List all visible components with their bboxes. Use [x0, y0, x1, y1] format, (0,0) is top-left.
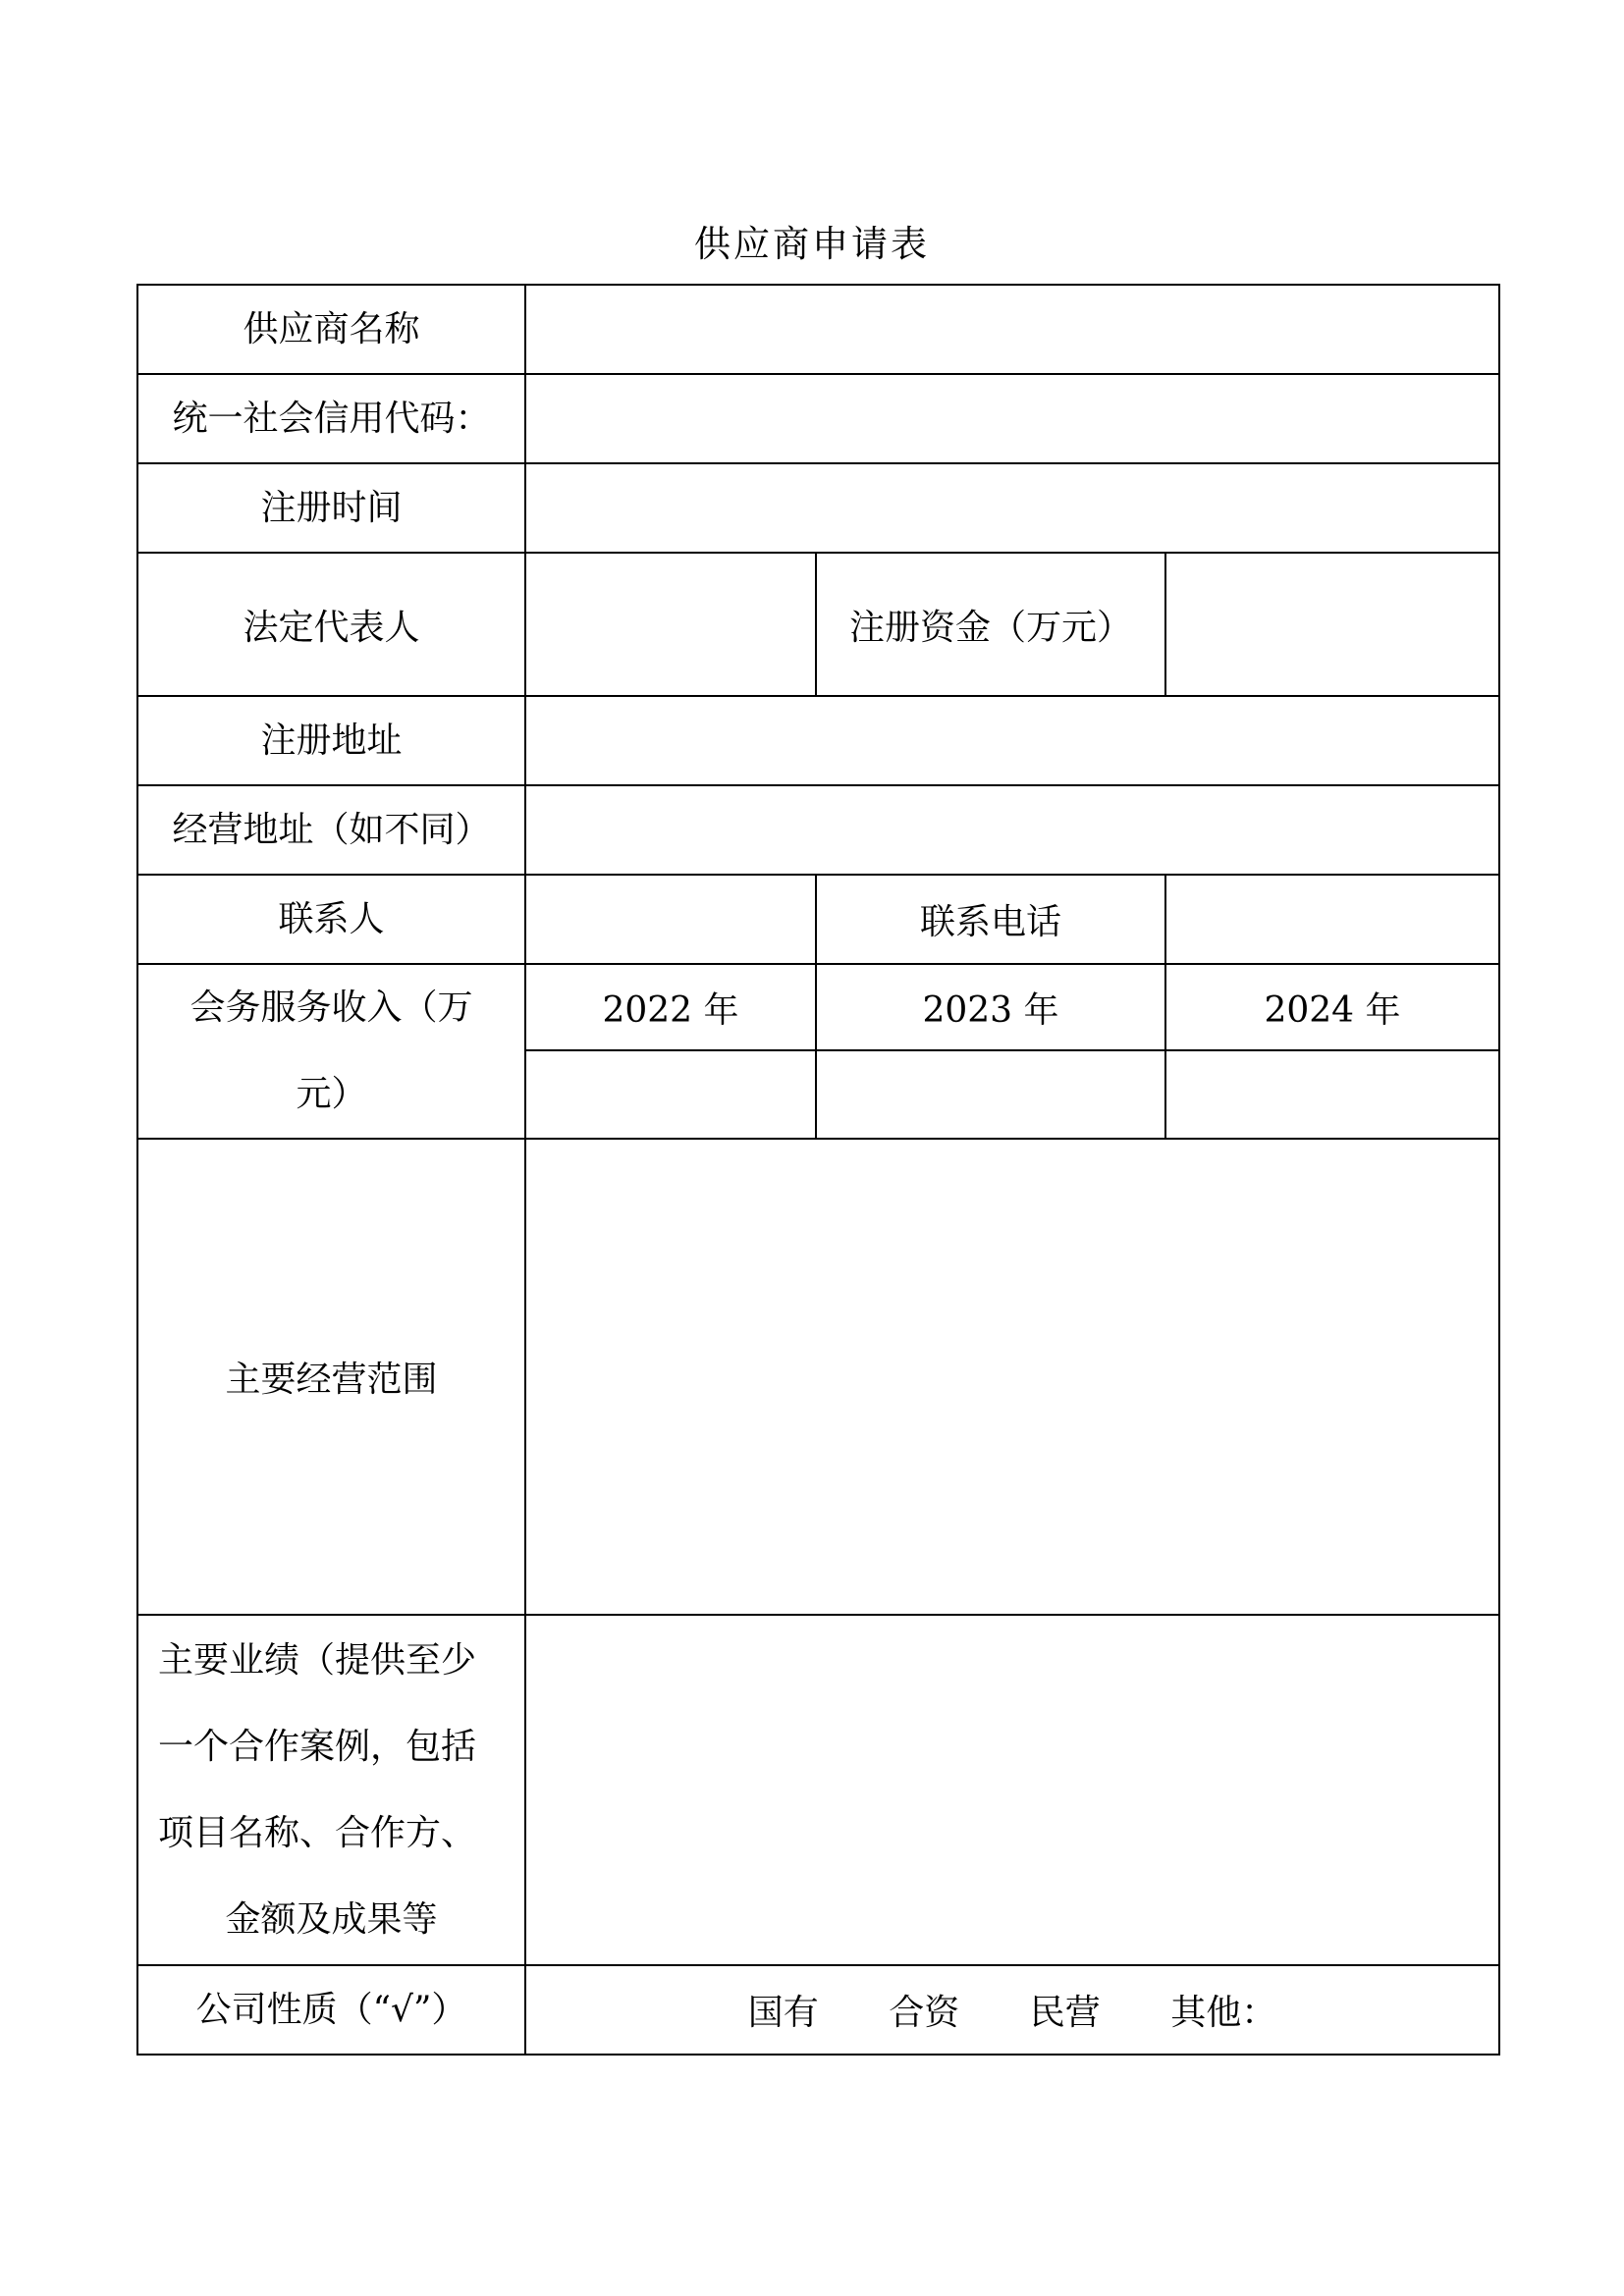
- field-scope[interactable]: [525, 1139, 1499, 1615]
- row-performance: [137, 1615, 1499, 1965]
- option-other[interactable]: 其他：: [1170, 1993, 1277, 2033]
- label-biz-address: 经营地址（如不同）: [137, 785, 525, 875]
- field-legal-rep[interactable]: [525, 553, 816, 696]
- label-contact-phone: 联系电话: [816, 875, 1165, 964]
- perf-line-3: 项目名称、合作方、: [158, 1812, 477, 1853]
- row-legal-capital: [137, 553, 1499, 696]
- row-reg-time: [137, 463, 1499, 553]
- field-credit-code[interactable]: [525, 374, 1499, 463]
- form-title: 供应商申请表: [694, 223, 930, 265]
- year-2023: 2023 年: [816, 964, 1165, 1050]
- label-supplier-name: 供应商名称: [137, 285, 525, 374]
- label-reg-time: 注册时间: [137, 463, 525, 553]
- label-legal-rep: 法定代表人: [137, 553, 525, 696]
- label-reg-capital: 注册资金（万元）: [816, 553, 1165, 696]
- field-reg-address[interactable]: [525, 696, 1499, 785]
- option-state-owned[interactable]: 国有: [747, 1993, 819, 2033]
- row-biz-address: [137, 785, 1499, 875]
- label-scope: 主要经营范围: [137, 1139, 525, 1615]
- perf-line-2: 一个合作案例，包括: [158, 1726, 477, 1767]
- field-reg-capital[interactable]: [1165, 553, 1499, 696]
- year-2024: 2024 年: [1165, 964, 1499, 1050]
- field-revenue-2023[interactable]: [816, 1050, 1165, 1139]
- field-contact-phone[interactable]: [1165, 875, 1499, 964]
- label-revenue: [137, 964, 525, 1139]
- label-performance: [137, 1615, 525, 1965]
- option-joint-venture[interactable]: 合资: [889, 1993, 960, 2033]
- field-biz-address[interactable]: [525, 785, 1499, 875]
- label-company-type: 公司性质（“√”）: [137, 1965, 525, 2055]
- label-revenue-line1: 会务服务收入（万: [189, 988, 473, 1028]
- field-revenue-2022[interactable]: [525, 1050, 816, 1139]
- perf-line-1: 主要业绩（提供至少: [158, 1639, 477, 1681]
- company-type-options: [525, 1965, 1499, 2055]
- row-reg-address: [137, 696, 1499, 785]
- field-revenue-2024[interactable]: [1165, 1050, 1499, 1139]
- row-credit-code: [137, 374, 1499, 463]
- field-reg-time[interactable]: [525, 463, 1499, 553]
- year-2022: 2022 年: [525, 964, 816, 1050]
- field-contact[interactable]: [525, 875, 816, 964]
- row-scope: [137, 1139, 1499, 1615]
- row-revenue-years: [137, 964, 1499, 1050]
- option-private[interactable]: 民营: [1029, 1993, 1101, 2033]
- row-company-type: [137, 1965, 1499, 2055]
- label-contact: 联系人: [137, 875, 525, 964]
- supplier-application-table: [136, 284, 1500, 2056]
- row-supplier-name: [137, 285, 1499, 374]
- label-revenue-line2: 元）: [296, 1074, 367, 1114]
- perf-line-4: 金额及成果等: [225, 1898, 438, 1940]
- field-supplier-name[interactable]: [525, 285, 1499, 374]
- label-reg-address: 注册地址: [137, 696, 525, 785]
- row-contact: [137, 875, 1499, 964]
- field-performance[interactable]: [525, 1615, 1499, 1965]
- label-credit-code: 统一社会信用代码：: [137, 374, 525, 463]
